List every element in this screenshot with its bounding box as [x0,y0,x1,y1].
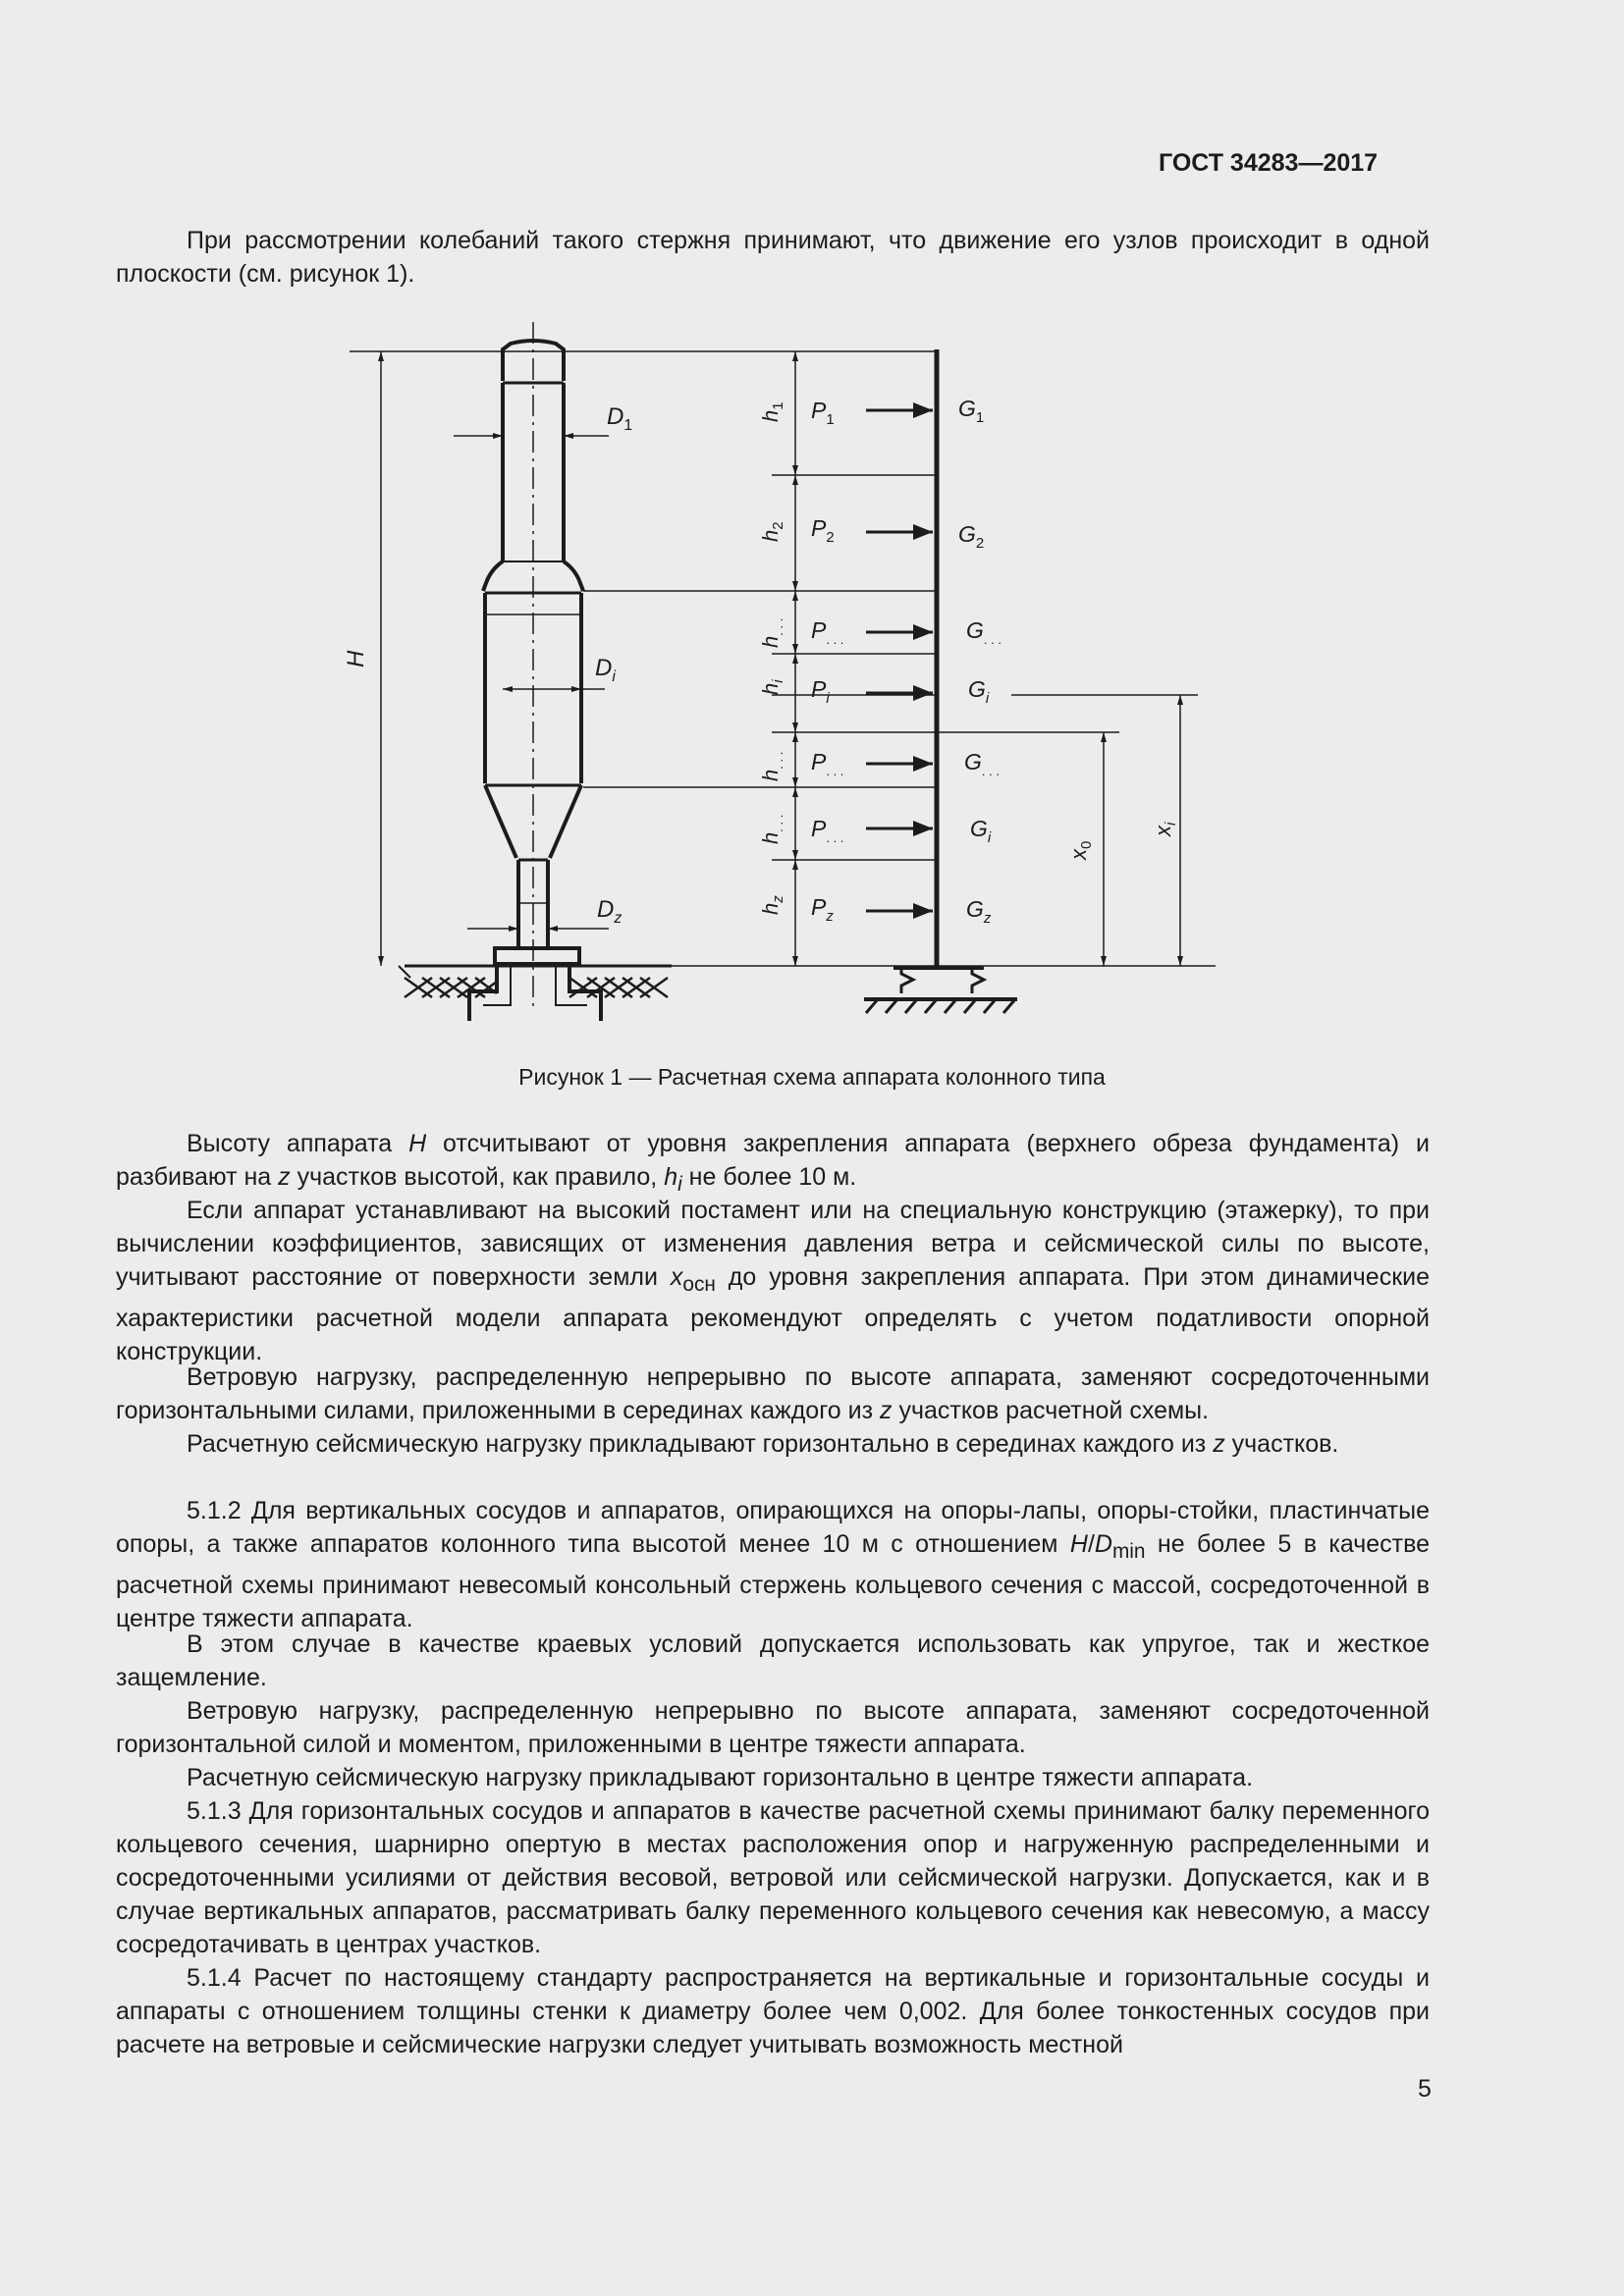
paragraph-seismic-single: Расчетную сейсмическую нагрузку прикладывают горизонтально в центре тяжести аппарата. [187,1764,1254,1791]
paragraph-boundary: В этом случае в качестве краевых условий допускается использовать как упругое, так и жесткое защемление. [116,1630,1430,1691]
gd2-label: $G_{. . .}$ [964,749,1000,778]
hd3-label: $h_{. . .}$ [758,814,785,844]
dz-label: $D_z$ [597,896,623,927]
pz-label: $P_z$ [811,894,834,925]
p2-label: $P_2$ [811,515,835,546]
gi2-label: $G_i$ [970,816,992,846]
pi-label: $P_i$ [811,676,830,707]
gd1-label: $G_{. . .}$ [966,617,1001,647]
hd1-label: $h_{. . .}$ [758,617,785,648]
d1-label: $D_1$ [607,403,633,434]
h2-label: $h_2$ [758,521,786,542]
paragraph-5-1-2: 5.1.2 Для вертикальных сосудов и аппаратов, опирающихся на опоры-лапы, опоры-стойки, пластинчатые опоры, а также аппаратов колонного типа высотой менее 10 м с отношением $H/D_{min}$ не более 5 в качестве расчетной схемы принимают невесомый консольный стержень кольцевого сечения с массой, сосредоточенной в центре тяжести аппарата. [116,1497,1430,1632]
elastic-support [864,968,1017,1013]
hz-label: $h_z$ [758,895,786,915]
h-dimension [350,351,497,966]
h1-label: $h_1$ [758,401,786,422]
hi-label: $h_i$ [758,679,786,695]
pd2-label: $P_{. . .}$ [811,749,844,778]
page-number: 5 [1418,2075,1432,2103]
di-label: $D_i$ [595,655,616,685]
paragraph-wind: Ветровую нагрузку, распределенную непрерывно по высоте аппарата, заменяют сосредоточенными горизонтальными силами, приложенными в серединах каждого из z участков расчетной схемы. [116,1363,1430,1424]
pd1-label: $P_{. . .}$ [811,617,844,647]
p1-label: $P_1$ [811,398,835,428]
g2-label: $G_2$ [958,521,985,552]
gz-label: $G_z$ [966,896,992,927]
paragraph-seismic: Расчетную сейсмическую нагрузку прикладывают горизонтально в серединах каждого из z участков. [187,1430,1339,1458]
standard-number: ГОСТ 34283—2017 [1159,149,1379,177]
g1-label: $G_1$ [958,396,985,426]
column-apparatus-diagram [0,0,1624,1060]
figure-caption: Рисунок 1 — Расчетная схема аппарата колонного типа [518,1064,1106,1090]
paragraph-wind-single: Ветровую нагрузку, распределенную непрерывно по высоте аппарата, заменяют сосредоточенной горизонтальной силой и моментом, приложенными в центре тяжести аппарата. [116,1697,1430,1758]
diameter-dimensions [454,436,609,929]
paragraph-height: Высоту аппарата H отсчитывают от уровня закрепления аппарата (верхнего обреза фундамента) и разбивают на z участков высотой, как правило, $h_i$ не более 10 м. [116,1130,1430,1196]
pd3-label: $P_{. . .}$ [811,816,844,845]
hd2-label: $h_{. . .}$ [758,751,785,781]
force-arrows [866,410,933,911]
gi-label: $G_i$ [968,676,990,707]
x0-label: $x_0$ [1066,840,1095,860]
paragraph-intro: При рассмотрении колебаний такого стержня принимают, что движение его узлов происходит в одной плоскости (см. рисунок 1). [116,227,1430,288]
total-height-label: H [343,650,369,667]
paragraph-5-1-3: 5.1.3 Для горизонтальных сосудов и аппаратов в качестве расчетной схемы принимают балку переменного кольцевого сечения, шарнирно опертую в местах расположения опор и нагруженную распределенными и сосредоточенными усилиями от действия весовой, ветровой или сейсмической нагрузки. Допускается, как и в случае вертикальных аппаратов, рассматривать балку переменного кольцевого сечения как невесомую, а массу сосредотачивать в центрах участков. [116,1797,1430,1958]
xi-label: $x_i$ [1151,822,1179,836]
paragraph-5-1-4: 5.1.4 Расчет по настоящему стандарту распространяется на вертикальные и горизонтальные сосуды и аппараты с отношением толщины стенки к диаметру более чем 0,002. Для более тонкостенных сосудов при расчете на ветровые и сейсмические нагрузки следует учитывать возможность местной [116,1964,1430,2058]
paragraph-pedestal: Если аппарат устанавливают на высокий постамент или на специальную конструкцию (этажерку), то при вычислении коэффициентов, зависящих от изменения давления ветра и сейсмической силы по высоте, учитывают расстояние от поверхности земли $x_{осн}$ до уровня закрепления аппарата. При этом динамические характеристики расчетной модели аппарата рекомендуют определять с учетом податливости опорной конструкции. [116,1197,1431,1365]
